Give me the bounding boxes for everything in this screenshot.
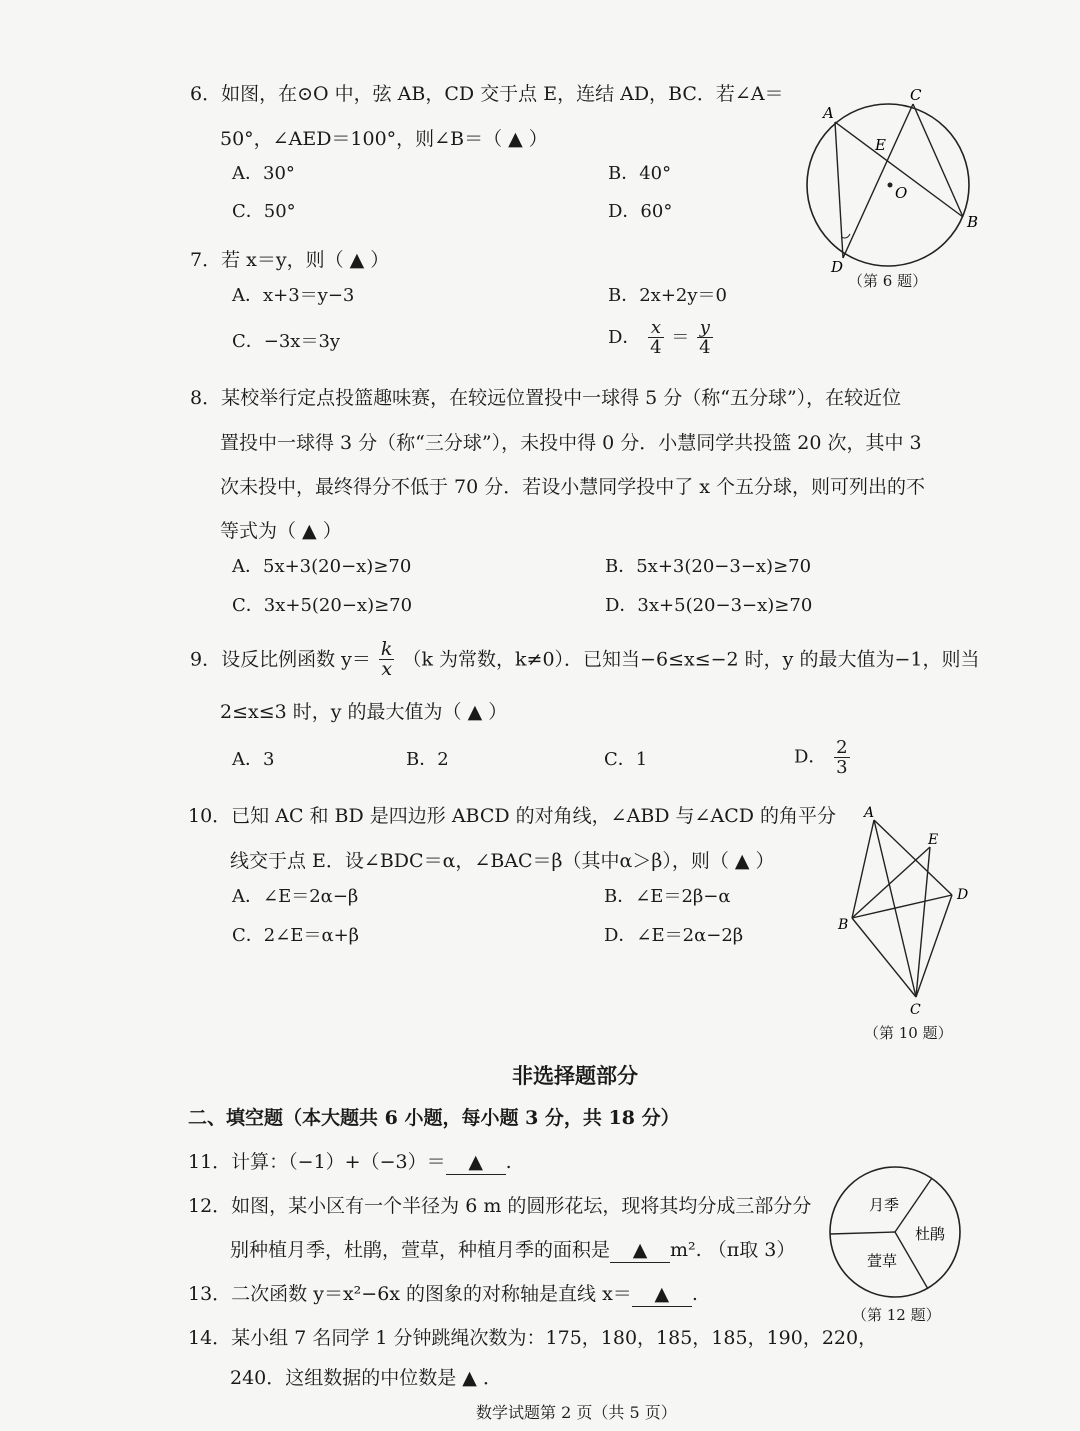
fig12-label-yueji: 月季 (869, 1196, 900, 1214)
q6-stem-line1: 6．如图，在⊙O 中，弦 AB，CD 交于点 E，连结 AD，BC．若∠A＝ (190, 83, 784, 105)
q9-fraction (379, 640, 395, 679)
q7-option-a: A．x+3＝y−3 (232, 285, 355, 306)
q14-line2: 240．这组数据的中位数是 ▲ ． (230, 1367, 502, 1389)
q8-line2: 置投中一球得 3 分（称“三分球”），未投中得 0 分．小慧同学共投篮 20 次，其中 3 (220, 432, 922, 454)
q7-option-d-den-right: 4 (699, 337, 711, 358)
q10-caption: （第 10 题） (864, 1024, 953, 1042)
fig10-label-e: E (928, 832, 939, 848)
q7-option-d-num-right: y (697, 318, 712, 338)
page-footer: 数学试题第 2 页（共 5 页） (476, 1403, 677, 1422)
q10-line1: 10．已知 AC 和 BD 是四边形 ABCD 的对角线，∠ABD 与∠ACD 的角平分 (188, 805, 837, 827)
q10-line2: 线交于点 E．设∠BDC＝α，∠BAC＝β（其中α＞β），则（ ▲ ） (230, 850, 775, 872)
fig10-label-c: C (910, 1002, 921, 1018)
q13-blank: ▲ (632, 1282, 692, 1307)
q12-line1: 12．如图，某小区有一个半径为 6 m 的圆形花坛，现将其均分成三部分分 (188, 1195, 812, 1217)
fig6-label-e: E (875, 136, 886, 154)
q7-option-c: C．−3x＝3y (232, 331, 341, 352)
q6-caption: （第 6 题） (848, 272, 928, 290)
q7-stem: 7．若 x＝y，则（ ▲ ） (190, 249, 390, 271)
fig6-label-d: D (831, 258, 844, 276)
q9-option-d (794, 738, 852, 777)
q9-den: x (381, 658, 393, 680)
q6-circle-figure (795, 80, 995, 280)
q10-quadrilateral-figure (830, 800, 980, 1020)
fig6-label-o: O (895, 184, 908, 202)
q11-blank: ▲ (446, 1150, 506, 1175)
q10-option-d: D．∠E＝2α−2β (604, 925, 744, 946)
q10-option-a: A．∠E＝2α−β (232, 886, 359, 907)
q13-post: . (691, 1283, 698, 1305)
q9-option-a: A．3 (232, 749, 275, 770)
q7-option-d-label: D． (608, 327, 641, 348)
q10-option-c: C．2∠E＝α+β (232, 925, 360, 946)
q9-post: （k 为常数，k≠0）．已知当−6≤x≤−2 时，y 的最大值为−1，则当 (402, 648, 980, 671)
q6-option-c: C．50° (232, 201, 296, 222)
q7-option-d-frac-right (697, 318, 712, 357)
fig10-label-b: B (838, 917, 849, 933)
q6-option-b: B．40° (608, 163, 672, 184)
q8-line3: 次未投中，最终得分不低于 70 分．若设小慧同学投中了 x 个五分球，则可列出的不 (220, 476, 926, 498)
q9-option-b: B．2 (406, 749, 449, 770)
q6-option-a: A．30° (232, 163, 295, 184)
q7-option-d-eq: ＝ (671, 327, 690, 348)
fig12-label-dujuan: 杜鹃 (915, 1225, 946, 1243)
q8-option-d: D．3x+5(20−3−x)≥70 (605, 595, 813, 616)
q9-option-d-den: 3 (836, 757, 848, 778)
q7-option-d-frac-left (648, 318, 663, 357)
q7-option-d-den-left: 4 (650, 337, 662, 358)
q9-line1 (190, 640, 979, 679)
q8-line1: 8．某校举行定点投篮趣味赛，在较远位置投中一球得 5 分（称“五分球”），在较近位 (190, 387, 902, 409)
q9-option-d-label: D． (794, 746, 827, 768)
q9-line2: 2≤x≤3 时，y 的最大值为（ ▲ ） (220, 701, 508, 723)
q6-option-d: D．60° (608, 201, 673, 222)
q11-post: . (505, 1151, 512, 1173)
q8-option-c: C．3x+5(20−x)≥70 (232, 595, 413, 616)
q9-num: k (380, 638, 393, 660)
fig10-label-a: A (864, 805, 875, 821)
q9-option-c: C．1 (604, 749, 648, 770)
q8-option-b: B．5x+3(20−3−x)≥70 (605, 556, 812, 577)
q13-pre: 13．二次函数 y＝x²−6x 的图象的对称轴是直线 x＝ (188, 1283, 632, 1305)
q12-pie-figure (822, 1162, 972, 1302)
q12-blank: ▲ (610, 1238, 670, 1263)
q8-line4: 等式为（ ▲ ） (220, 520, 342, 542)
q9-option-d-frac (834, 738, 849, 777)
q12-line2-pre: 别种植月季，杜鹃，萱草，种植月季的面积是 (230, 1239, 611, 1261)
q11-line (188, 1150, 512, 1175)
q12-line2-post: m². （π取 3） (670, 1239, 796, 1261)
q14-line1: 14．某小组 7 名同学 1 分钟跳绳次数为：175，180，185，185，190，220， (188, 1327, 878, 1349)
q10-option-b: B．∠E＝2β−α (604, 886, 731, 907)
q11-pre: 11．计算：（−1）+（−3）＝ (188, 1151, 446, 1173)
q8-option-a: A．5x+3(20−x)≥70 (232, 556, 412, 577)
section-heading: 二、填空题（本大题共 6 小题，每小题 3 分，共 18 分） (188, 1107, 680, 1129)
section-title: 非选择题部分 (512, 1063, 638, 1088)
q7-option-d-num-left: x (648, 318, 663, 338)
fig6-label-a: A (823, 104, 834, 122)
q7-option-d (608, 318, 715, 357)
fig12-label-xuancao: 萱草 (867, 1252, 898, 1270)
q6-stem-line2: 50°，∠AED＝100°，则∠B＝（ ▲ ） (220, 128, 548, 150)
fig10-label-d: D (957, 887, 969, 903)
q12-caption: （第 12 题） (852, 1306, 941, 1324)
q9-option-d-num: 2 (836, 737, 848, 758)
fig6-label-b: B (967, 213, 979, 231)
fig6-label-c: C (910, 86, 922, 104)
q9-pre: 9．设反比例函数 y＝ (190, 648, 371, 671)
q12-line2 (230, 1238, 795, 1263)
q13-line (188, 1282, 698, 1307)
q7-option-b: B．2x+2y＝0 (608, 285, 727, 306)
